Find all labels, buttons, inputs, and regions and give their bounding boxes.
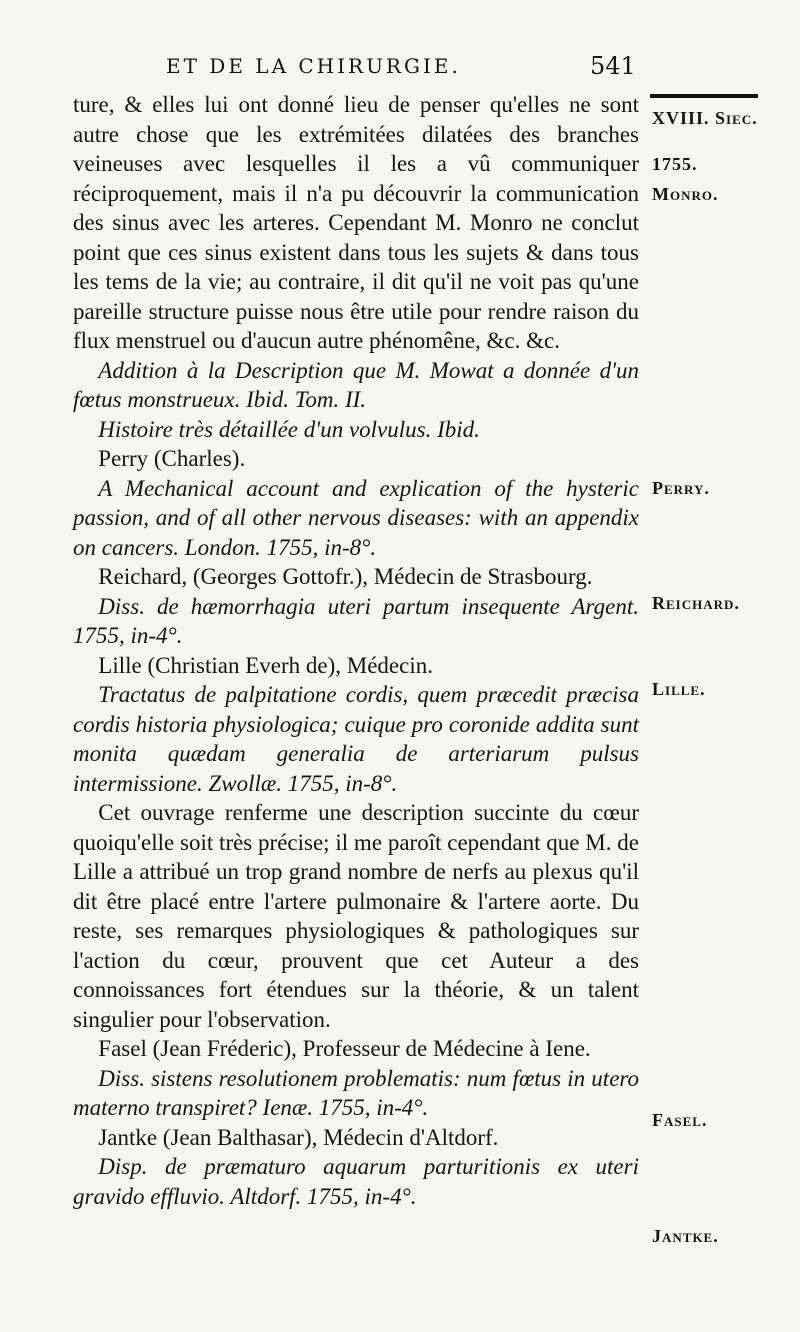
entry-title-perry: A Mechanical account and explication of the hysteric passion, and of all other nervous diseases: with an appendix on cancers. London. 1755, in-8°. [73, 475, 639, 560]
entry-title-volvulus: Histoire très détaillée d'un volvulus. Ibid. [98, 416, 480, 442]
author-jantke: Jantke (Jean Balthasar), Médecin d'Altdorf. [98, 1124, 499, 1150]
paragraph-monro-continuation: ture, & elles lui ont donné lieu de penser qu'elles ne sont autre chose que les extrémitées dilatées des branches veineuses avec lesquelles il les a vû communiquer réciproquement, mais il n'a pu découvrir la communication des sinus avec les arteres. Cependant M. Monro ne conclut point que ces sinus existent dans tous les sujets & dans tous les tems de la vie; au contraire, il dit qu'il ne voit pas qu'une pareille structure puisse nous être utile pour rendre raison du flux menstruel ou d'aucun autre phénomêne, &c. &c. [73, 92, 639, 353]
author-fasel: Fasel (Jean Fréderic), Professeur de Médecine à Iene. [98, 1036, 591, 1061]
margin-note-perry: Perry. [652, 478, 710, 498]
margin-note-lille: Lille. [652, 679, 706, 699]
margin-note-year: 1755. [652, 154, 698, 174]
margin-note-fasel: Fasel. [652, 1110, 708, 1130]
paragraph-lille-review: Cet ouvrage renferme une description succinte du cœur quoiqu'elle soit très précise; il me paroît cependant que M. de Lille a attribué un trop grand nombre de nerfs au plexus qu'il dit être placé entre l'artere pulmonaire & l'artere aorte. Du reste, ses remarques physiologiques & pathologiques sur l'action du cœur, prouvent que cet Auteur a des connoissances fort étendues sur la théorie, & un talent singulier pour l'observation. [73, 800, 639, 1032]
author-lille: Lille (Christian Everh de), Médecin. [98, 652, 433, 678]
entry-title-reichard: Diss. de hæmorrhagia uteri partum insequente Argent. 1755, in-4°. [73, 593, 639, 648]
running-title: ET DE LA CHIRURGIE. [166, 54, 461, 78]
margin-note-monro: Monro. [652, 184, 719, 204]
entry-title-lille: Tractatus de palpitatione cordis, quem præcedit præcisa cordis historia physiologica; cuique pro coronide addita sunt monita quædam generalia de arteriarum pulsus intermissione. Zwollæ. 1755, in-8°. [73, 682, 639, 796]
entry-title-jantke: Disp. de præmaturo aquarum parturitionis ex uteri gravido effluvio. Altdorf. 1755, in-4°. [73, 1154, 639, 1209]
author-reichard: Reichard, (Georges Gottofr.), Médecin de Strasbourg. [98, 564, 593, 589]
entry-title-mowat: Addition à la Description que M. Mowat a donnée d'un fœtus monstrueux. Ibid. Tom. II. [73, 357, 639, 412]
margin-note-jantke: Jantke. [652, 1226, 719, 1246]
margin-note-reichard: Reichard. [652, 593, 740, 613]
entry-title-fasel: Diss. sistens resolutionem problematis: num fœtus in utero materno transpiret? Ienæ. 1755, in-4°. [73, 1065, 639, 1120]
margin-note-century: XVIII. Siec. [652, 108, 758, 128]
author-perry: Perry (Charles). [98, 446, 246, 471]
margin-rule [650, 94, 758, 98]
page-number: 541 [590, 52, 636, 80]
body-text [73, 90, 639, 1211]
